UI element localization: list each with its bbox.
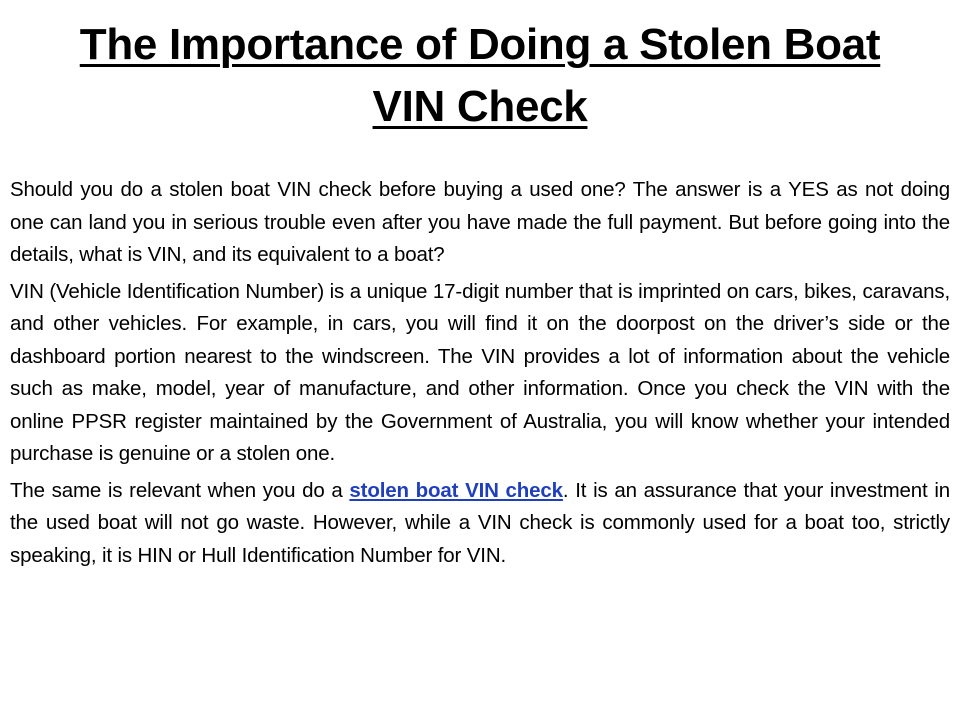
paragraph-hin-after: . It is an assurance that your investment in the used boat will not go waste. However, while a VIN check is commonly used for a boat too, strictly speaking, it is HIN or Hull Identification Number for VIN. [10,478,950,567]
stolen-boat-vin-check-link[interactable]: stolen boat VIN check [349,478,563,502]
page-title: The Importance of Doing a Stolen Boat VIN Check [79,20,881,131]
paragraph-hin-before: The same is relevant when you do a [10,478,350,502]
paragraph-intro: Should you do a stolen boat VIN check before buying a used one? The answer is a YES as not doing one can land you in serious trouble even after you have made the full payment. But before going into the details, what is VIN, and its equivalent to a boat? [10,178,950,266]
paragraph-vin-definition: VIN (Vehicle Identification Number) is a unique 17-digit number that is imprinted on cars, bikes, caravans, and other vehicles. For example, in cars, you will find it on the doorpost on the driver’s side or the dashboard portion nearest to the windscreen. The VIN provides a lot of information about the vehicle such as make, model, year of manufacture, and other information. Once you check the VIN with the online PPSR register maintained by the Government of Australia, you will know whether your intended purchase is genuine or a stolen one. [10,279,950,465]
body-content [10,174,950,576]
paragraph-hin [10,475,950,573]
